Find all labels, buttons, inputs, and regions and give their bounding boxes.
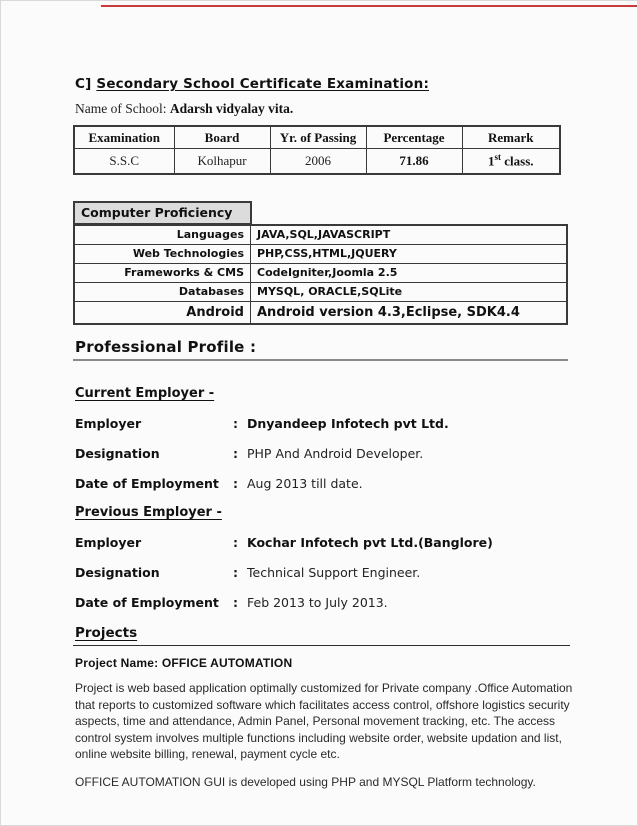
section-divider — [73, 645, 570, 646]
professional-profile-heading: Professional Profile : — [75, 338, 257, 356]
col-header-percentage: Percentage — [366, 126, 462, 149]
school-name: Adarsh vidyalay vita. — [169, 101, 294, 116]
field-value: Feb 2013 to July 2013. — [247, 595, 388, 610]
skill-category-label: Android — [74, 302, 251, 325]
education-heading-text: Secondary School Certificate Examination: — [96, 76, 430, 92]
employer-row — [75, 535, 568, 550]
field-label: Date of Employment — [75, 595, 219, 610]
project-footer-line: OFFICE AUTOMATION GUI is developed using PHP and MYSQL Platform technology. — [75, 774, 536, 789]
field-colon: : — [233, 476, 238, 491]
skill-category-label: Web Technologies — [74, 245, 251, 264]
designation-row — [75, 446, 568, 461]
cell-percentage: 71.86 — [366, 149, 462, 175]
school-label: Name of School: — [75, 101, 170, 116]
field-value: Aug 2013 till date. — [247, 476, 363, 491]
cell-year: 2006 — [270, 149, 366, 175]
table-row — [74, 225, 567, 245]
remark-number: 1 — [488, 153, 495, 169]
skill-category-label: Frameworks & CMS — [74, 264, 251, 283]
skill-value: CodeIgniter,Joomla 2.5 — [251, 264, 568, 283]
computer-proficiency-title: Computer Proficiency — [73, 201, 252, 224]
skill-category-label: Databases — [74, 283, 251, 302]
col-header-remark: Remark — [462, 126, 560, 149]
field-label: Employer — [75, 416, 142, 431]
skill-value: MYSQL, ORACLE,SQLite — [251, 283, 568, 302]
document-body — [1, 1, 638, 789]
field-label: Designation — [75, 446, 160, 461]
skill-category-label: Languages — [74, 225, 251, 245]
skill-value: JAVA,SQL,JAVASCRIPT — [251, 225, 568, 245]
examination-table — [73, 125, 561, 175]
field-colon: : — [233, 565, 238, 580]
education-section-heading — [75, 76, 568, 92]
col-header-year: Yr. of Passing — [270, 126, 366, 149]
table-row — [74, 264, 567, 283]
field-value: PHP And Android Developer. — [247, 446, 424, 461]
skill-value: Android version 4.3,Eclipse, SDK4.4 — [251, 302, 568, 325]
section-divider — [73, 359, 568, 361]
field-value: Technical Support Engineer. — [247, 565, 421, 580]
project-name-line: Project Name: OFFICE AUTOMATION — [75, 656, 293, 670]
field-value: Kochar Infotech pvt Ltd.(Banglore) — [247, 535, 493, 550]
field-label: Designation — [75, 565, 160, 580]
education-heading-prefix: C] — [75, 76, 97, 92]
cell-examination: S.S.C — [74, 149, 174, 175]
computer-proficiency-table — [73, 224, 568, 325]
skill-value: PHP,CSS,HTML,JQUERY — [251, 245, 568, 264]
table-row — [74, 283, 567, 302]
previous-employer-heading: Previous Employer - — [75, 505, 222, 520]
field-colon: : — [233, 595, 238, 610]
cell-board: Kolhapur — [174, 149, 270, 175]
school-name-line — [75, 101, 568, 117]
table-row — [74, 245, 567, 264]
field-label: Date of Employment — [75, 476, 219, 491]
project-description: Project is web based application optimally customized for Private company .Office Automation that reports to customized software which facilitates access control, offshore logistics security aspects, time and attendance, Admin Panel, Personal movement tracking, etc. The access control system involves multiple functions including website order, website updation and list, online website billing, renewal, payment cycle etc. — [75, 681, 573, 762]
field-value: Dnyandeep Infotech pvt Ltd. — [247, 416, 449, 431]
projects-heading: Projects — [75, 625, 138, 641]
table-row — [74, 302, 567, 325]
designation-row — [75, 565, 568, 580]
employer-row — [75, 416, 568, 431]
employment-date-row — [75, 595, 568, 610]
col-header-examination: Examination — [74, 126, 174, 149]
current-employer-heading: Current Employer - — [75, 386, 215, 401]
field-label: Employer — [75, 535, 142, 550]
remark-ordinal: st — [494, 152, 501, 163]
examination-table-data-row — [74, 149, 560, 175]
employment-date-row — [75, 476, 568, 491]
cell-remark — [462, 149, 560, 175]
field-colon: : — [233, 416, 238, 431]
col-header-board: Board — [174, 126, 270, 149]
field-colon: : — [233, 446, 238, 461]
remark-text: class. — [501, 153, 534, 169]
field-colon: : — [233, 535, 238, 550]
examination-table-header-row — [74, 126, 560, 149]
